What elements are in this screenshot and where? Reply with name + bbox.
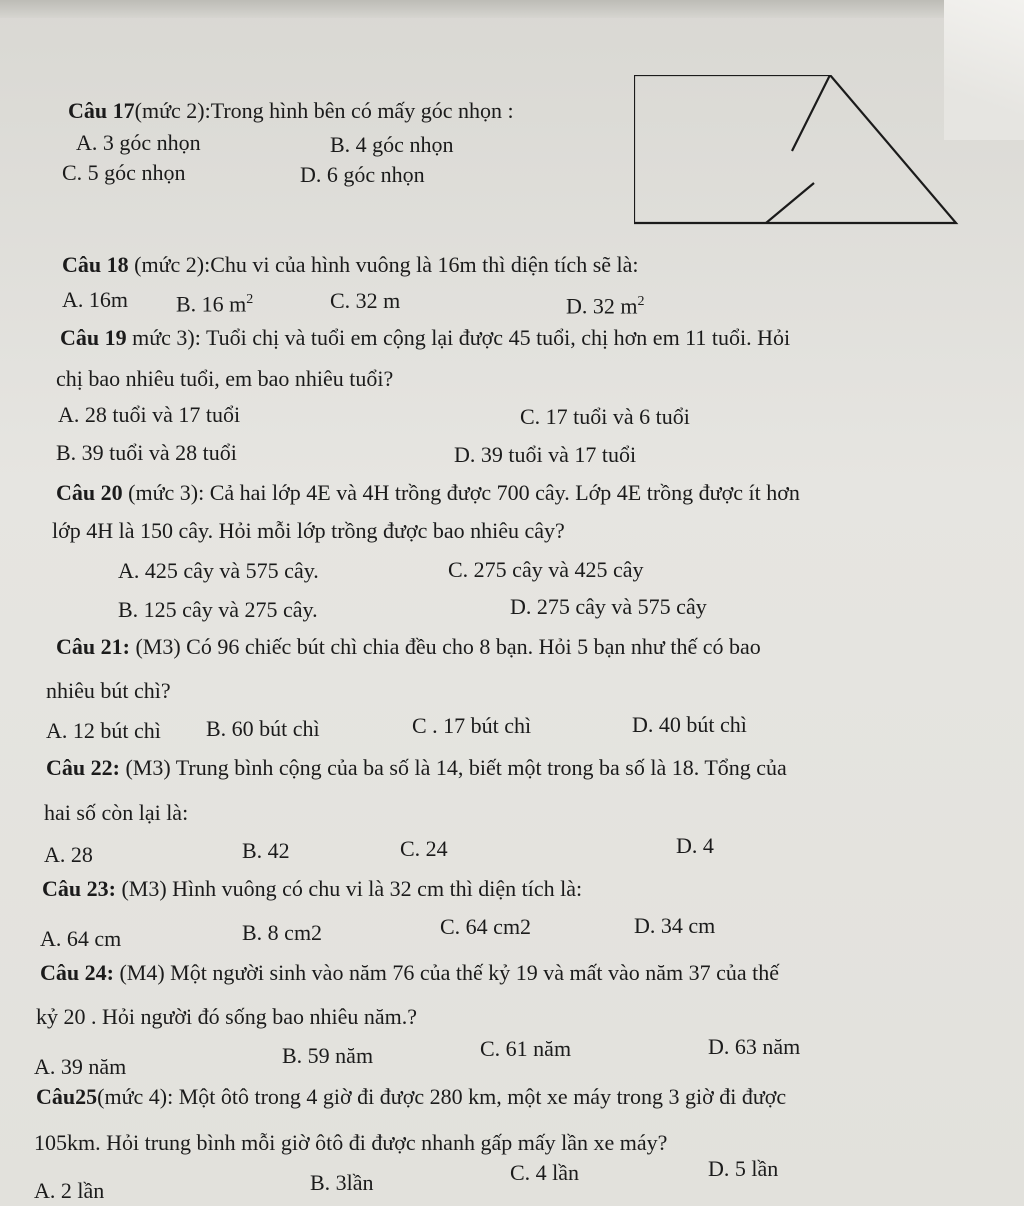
q17-option-d: D. 6 góc nhọn bbox=[300, 162, 425, 187]
q24-option-b: B. 59 năm bbox=[282, 1043, 374, 1068]
q22-option-c: C. 24 bbox=[400, 836, 448, 861]
q20-option-a: A. 425 cây và 575 cây. bbox=[118, 558, 319, 583]
q23-title: Câu 23: bbox=[42, 876, 116, 901]
q25-line2: 105km. Hỏi trung bình mỗi giờ ôtô đi được nhanh gấp mấy lần xe máy? bbox=[34, 1130, 668, 1155]
q22-title: Câu 22: bbox=[46, 755, 120, 780]
q21-line2: nhiêu bút chì? bbox=[46, 678, 171, 703]
q21-option-a: A. 12 bút chì bbox=[46, 718, 161, 743]
q17-option-b: B. 4 góc nhọn bbox=[330, 132, 454, 157]
q19-option-b: B. 39 tuổi và 28 tuổi bbox=[56, 440, 237, 465]
q25-option-a: A. 2 lần bbox=[34, 1178, 105, 1203]
q17-option-c: C. 5 góc nhọn bbox=[62, 160, 186, 185]
q23-heading bbox=[42, 876, 582, 902]
q20-option-b: B. 125 cây và 275 cây. bbox=[118, 597, 318, 622]
q24-heading bbox=[40, 960, 779, 986]
q21-title: Câu 21: bbox=[56, 634, 130, 659]
q20-text: (mức 3): Cả hai lớp 4E và 4H trồng được 700 cây. Lớp 4E trồng được ít hơn bbox=[122, 480, 800, 505]
q17-option-a: A. 3 góc nhọn bbox=[76, 130, 201, 155]
q24-option-a: A. 39 năm bbox=[34, 1054, 127, 1079]
q18-heading bbox=[62, 252, 639, 278]
q24-text: (M4) Một người sinh vào năm 76 của thế kỷ 19 và mất vào năm 37 của thế bbox=[113, 960, 780, 985]
q21-option-c: C . 17 bút chì bbox=[412, 713, 532, 738]
q25-option-c: C. 4 lần bbox=[510, 1160, 580, 1185]
q20-title: Câu 20 bbox=[56, 480, 123, 505]
q25-title: Câu25 bbox=[36, 1084, 98, 1109]
page-top-edge bbox=[0, 0, 1024, 18]
q25-text: (mức 4): Một ôtô trong 4 giờ đi được 280 km, một xe máy trong 3 giờ đi được bbox=[97, 1084, 787, 1109]
q23-text: (M3) Hình vuông có chu vi là 32 cm thì diện tích là: bbox=[115, 876, 583, 901]
q23-option-a: A. 64 cm bbox=[40, 926, 122, 951]
q17-title: Câu 17 bbox=[68, 98, 135, 123]
q18-option-d bbox=[566, 289, 645, 319]
q18-option-a: A. 16m bbox=[62, 287, 128, 312]
q19-option-d: D. 39 tuổi và 17 tuổi bbox=[454, 442, 637, 467]
quadrilateral-figure bbox=[634, 75, 964, 235]
q24-option-d: D. 63 năm bbox=[708, 1034, 801, 1059]
q18-title: Câu 18 bbox=[62, 252, 129, 277]
q25-heading bbox=[36, 1084, 786, 1110]
q23-option-d: D. 34 cm bbox=[634, 913, 716, 938]
figure-outline bbox=[634, 75, 956, 223]
q25-option-b: B. 3lần bbox=[310, 1170, 374, 1195]
q18-option-b bbox=[176, 287, 253, 317]
q22-option-a: A. 28 bbox=[44, 842, 93, 867]
q18-option-d-text: D. 32 m bbox=[566, 293, 638, 319]
q19-heading bbox=[60, 325, 790, 351]
q19-option-c: C. 17 tuổi và 6 tuổi bbox=[520, 404, 690, 429]
q21-text: (M3) Có 96 chiếc bút chì chia đều cho 8 bạn. Hỏi 5 bạn như thế có bao bbox=[129, 634, 761, 659]
q18-option-b-sup: 2 bbox=[246, 292, 254, 307]
q23-option-b: B. 8 cm2 bbox=[242, 920, 323, 945]
q17-text: (mức 2):Trong hình bên có mấy góc nhọn : bbox=[134, 98, 514, 123]
figure-segment-lower bbox=[766, 183, 814, 223]
q19-line2: chị bao nhiêu tuổi, em bao nhiêu tuổi? bbox=[56, 366, 394, 391]
q18-text: (mức 2):Chu vi của hình vuông là 16m thì diện tích sẽ là: bbox=[128, 252, 639, 277]
q20-heading bbox=[56, 480, 800, 506]
q24-option-c: C. 61 năm bbox=[480, 1036, 572, 1061]
q21-option-b: B. 60 bút chì bbox=[206, 716, 320, 741]
q21-heading bbox=[56, 634, 761, 660]
q24-line2: kỷ 20 . Hỏi người đó sống bao nhiêu năm.? bbox=[36, 1004, 418, 1029]
q17-heading bbox=[68, 98, 514, 124]
q25-option-d: D. 5 lần bbox=[708, 1156, 779, 1181]
q20-option-d: D. 275 cây và 575 cây bbox=[510, 594, 707, 619]
q24-title: Câu 24: bbox=[40, 960, 114, 985]
q20-option-c: C. 275 cây và 425 cây bbox=[448, 557, 644, 582]
figure-segment-upper bbox=[792, 75, 830, 151]
q23-option-c: C. 64 cm2 bbox=[440, 914, 532, 939]
q21-option-d: D. 40 bút chì bbox=[632, 712, 747, 737]
q19-option-a: A. 28 tuổi và 17 tuổi bbox=[58, 402, 241, 427]
q22-text: (M3) Trung bình cộng của ba số là 14, biết một trong ba số là 18. Tổng của bbox=[119, 755, 787, 780]
q18-option-b-text: B. 16 m bbox=[176, 291, 247, 317]
q22-option-b: B. 42 bbox=[242, 838, 290, 863]
q18-option-c: C. 32 m bbox=[330, 288, 401, 313]
q19-text: mức 3): Tuổi chị và tuổi em cộng lại được 45 tuổi, chị hơn em 11 tuổi. Hỏi bbox=[126, 325, 791, 350]
q22-option-d: D. 4 bbox=[676, 833, 714, 858]
q20-line2: lớp 4H là 150 cây. Hỏi mỗi lớp trồng được bao nhiêu cây? bbox=[52, 518, 565, 543]
q19-title: Câu 19 bbox=[60, 325, 127, 350]
q18-option-d-sup: 2 bbox=[637, 294, 645, 309]
q22-heading bbox=[46, 755, 787, 781]
q22-line2: hai số còn lại là: bbox=[44, 800, 189, 825]
